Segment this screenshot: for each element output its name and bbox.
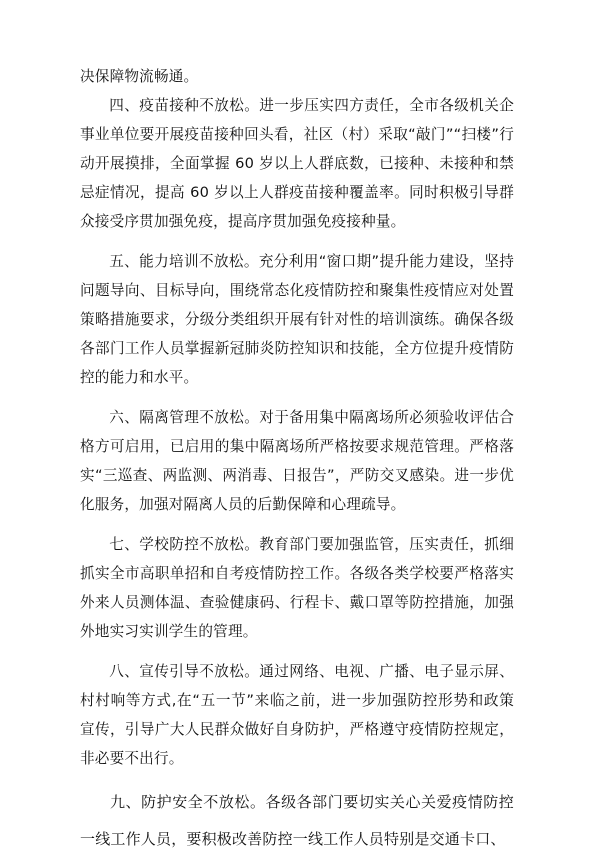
paragraph-isolation: 六、隔离管理不放松。对于备用集中隔离场所必须验收评估合格方可启用，已启用的集中隔离场所严格按要求规范管理。严格落实“三巡查、两监测、两消毒、日报告”，严防交叉感染。进一步优化服务，加强对隔离人员的后勤保障和心理疏导。 <box>80 409 514 513</box>
paragraph-continuation: 决保障物流畅通。 <box>80 68 199 85</box>
paragraph-vaccination: 四、疫苗接种不放松。进一步压实四方责任，全市各级机关企事业单位要开展疫苗接种回头看，社区（村）采取“敲门”“扫楼”行动开展摸排，全面掌握 60 岁以上人群底数，已接种、未接种和禁忌症情况，提高 60 岁以上人群疫苗接种覆盖率。同时积极引导群众接受序贯加强免疫，提高序贯加强免疫接种量。 <box>80 97 514 230</box>
paragraph-protection: 九、防护安全不放松。各级各部门要切实关心关爱疫情防控一线工作人员，要积极改善防控一线工作人员特别是交通卡口、 <box>80 793 514 848</box>
paragraph-training: 五、能力培训不放松。充分利用“窗口期”提升能力建设，坚持问题导向、目标导向，围绕常态化疫情防控和聚集性疫情应对处置策略措施要求，分级分类组织开展有针对性的培训演练。确保各级各部门工作人员掌握新冠肺炎防控知识和技能，全方位提升疫情防控的能力和水平。 <box>80 253 514 386</box>
paragraph-school: 七、学校防控不放松。教育部门要加强监管，压实责任，抓细抓实全市高职单招和自考疫情防控工作。各级各类学校要严格落实外来人员测体温、查验健康码、行程卡、戴口罩等防控措施，加强外地实习实训学生的管理。 <box>80 536 514 640</box>
paragraph-publicity: 八、宣传引导不放松。通过网络、电视、广播、电子显示屏、村村响等方式,在“五一节”来临之前，进一步加强防控形势和政策宣传，引导广大人民群众做好自身防护，严格遵守疫情防控规定，非必要不出行。 <box>80 663 514 767</box>
